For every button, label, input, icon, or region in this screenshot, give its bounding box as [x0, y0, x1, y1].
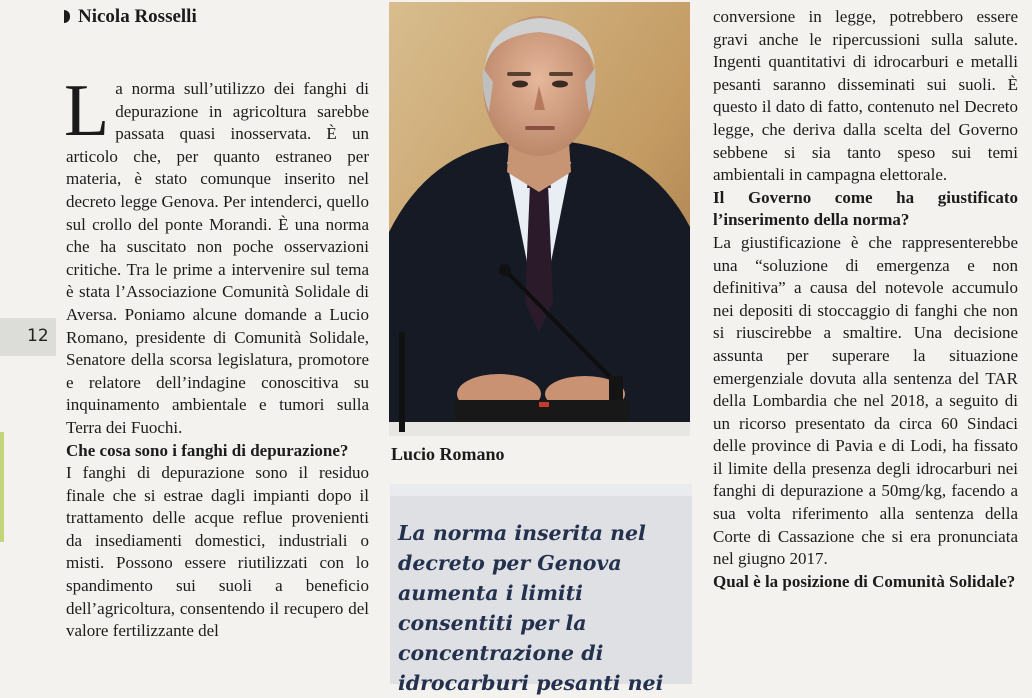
question-heading: Che cosa sono i fanghi di depurazione?: [66, 440, 349, 460]
portrait-photo: [389, 2, 690, 436]
question-heading: Qual è la posizione di Comunità Solidale?: [713, 571, 1016, 591]
article-column-right: [713, 6, 1018, 593]
pull-quote-box: [390, 484, 692, 695]
answer-paragraph: La giustificazione è che rappresenterebbe una “soluzione di emergenza e non definitiva” a causa del notevole accumulo nei depositi di stoccaggio di fanghi che non si riuscirebbe a smaltire. Una decisione assunta per superare la situazione emergenziale dovuta alla sentenza del TAR della Lombardia che nel 2018, a seguito di un ricorso presentato da circa 60 Sindaci delle province di Pavia e di Lodi, ha fissato il limite della presenza degli idrocarburi nei fanghi di depurazione a 50mg/kg, facendo a sua volta riferimento alla sentenza della Corte di Cassazione che si era pronunciata nel giugno 2017.: [713, 232, 1018, 569]
intro-text: a norma sull’utilizzo dei fanghi di depurazione in agricoltura sarebbe passata quasi inosservata. È un articolo che, per quanto estraneo per materia, è stato comunque inserito nel decreto legge Genova. Per intenderci, quello sul crollo del ponte Morandi. È una norma che ha suscitato non poche osservazioni critiche. Tra le prime a intervenire sul tema è stata l’Associazione Comunità Solidale di Aversa. Poniamo alcune domande a Lucio Romano, presidente di Comunità Solidale, Senatore della scorsa legislatura, promotore e relatore dell’indagine conoscitiva su inquinamento ambientale e tumori sulla Terra dei Fuochi.: [66, 79, 369, 437]
article-column-left: [64, 70, 369, 643]
pull-quote-text: La norma inserita nel decreto per Genova aumenta i limiti consentiti per la concentrazione di idrocarburi pesanti nei: [398, 521, 664, 695]
drop-cap: L: [64, 70, 110, 152]
pull-quote-header-band: [390, 484, 692, 496]
question-heading: Il Governo come ha giustificato l’inserimento della norma?: [713, 187, 1018, 230]
page-margin: [0, 0, 56, 675]
answer-paragraph: I fanghi di depurazione sono il residuo finale che si estrae dagli impianti dopo il trattamento delle acque reflue provenienti da insediamenti domestici, industriali o misti. Possono essere riutilizzati con lo spandimento sui suoli a beneficio dell’agricoltura, consentendo il recupero del valore fertilizzante del: [66, 463, 369, 641]
margin-accent-line: [0, 432, 4, 542]
photo-caption: Lucio Romano: [391, 444, 505, 464]
portrait-image: [389, 2, 690, 436]
page-number: 12: [27, 326, 49, 346]
intro-paragraph: [64, 70, 369, 440]
author-byline: Nicola Rosselli: [64, 6, 197, 28]
continued-paragraph: conversione in legge, potrebbero essere gravi anche le ripercussioni sulla salute. Ingenti quantitativi di idrocarburi e metalli pesanti saranno disseminati sui suoli. È questo il dato di fatto, contenuto nel Decreto legge, che deriva dalla scelta del Governo sebbene si sia tanto speso sui temi ambientali in campagna elettorale.: [713, 7, 1018, 185]
